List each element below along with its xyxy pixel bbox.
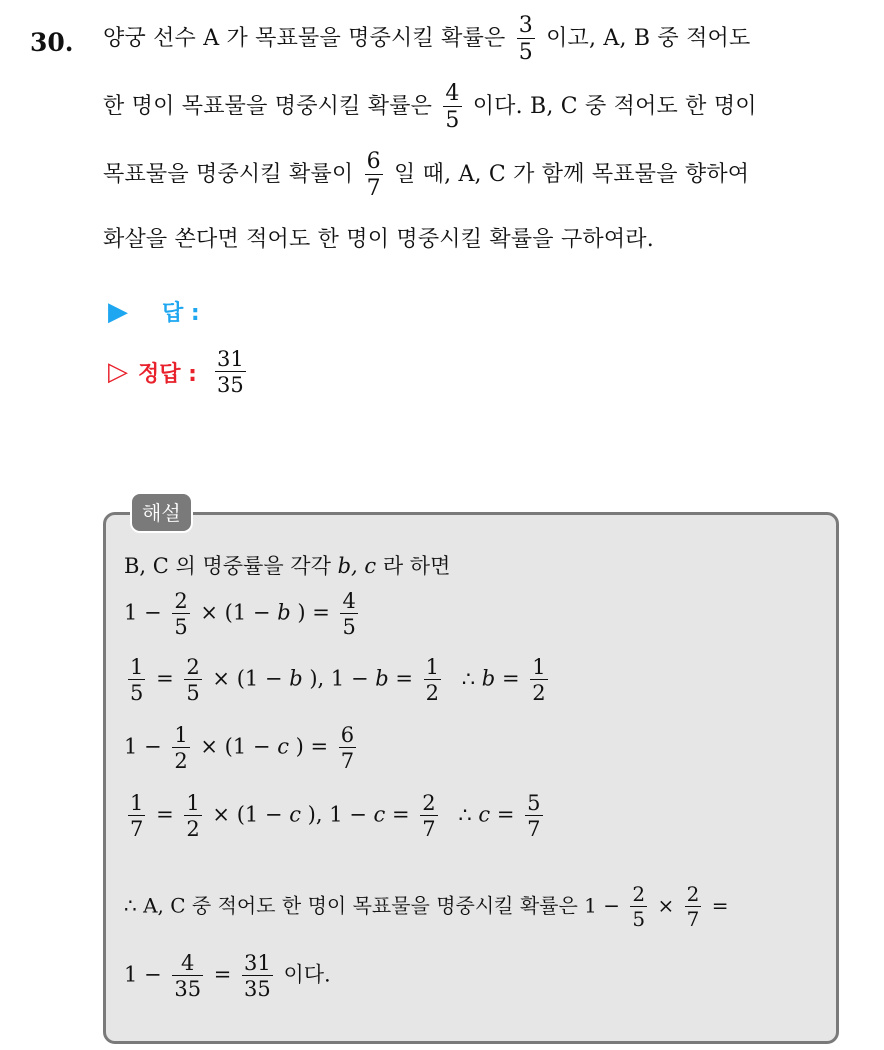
solution-line-5: $\frac{1}{7}$ = $\frac{1}{2}$ × (1 − c ), 1 − c = $\frac{2}{7}$ ∴ c = $\frac{5}{7}$: [130, 791, 541, 842]
outline-marker-icon: ▷: [108, 357, 128, 388]
fraction: $\frac{4}{5}$: [445, 81, 460, 134]
fraction: $\frac{1}{2}$: [186, 791, 200, 842]
solution-line-2: 1 − $\frac{2}{5}$ × (1 − b ) = $\frac{4}{5}$: [124, 589, 356, 640]
fraction: $\frac{31}{35}$: [244, 951, 271, 1002]
fraction: $\frac{3}{5}$: [518, 13, 533, 66]
question-line-3: 목표물을 명중시킬 확률이 $\frac{6}{7}$ 일 때, A, C 가 함께 목표물을 향하여: [103, 149, 750, 202]
correct-answer-fraction: $\frac{31}{35}$: [216, 347, 244, 398]
correct-answer-row: [108, 348, 250, 396]
question-line-4: 화살을 쏜다면 적어도 한 명이 명중시킬 확률을 구하여라.: [103, 227, 654, 252]
play-marker-icon: ▶: [108, 296, 128, 327]
solution-line-4: 1 − $\frac{1}{2}$ × (1 − c ) = $\frac{6}{7}$: [124, 723, 355, 774]
fraction: $\frac{2}{7}$: [422, 791, 436, 842]
fraction: $\frac{5}{7}$: [527, 791, 541, 842]
fraction: $\frac{1}{5}$: [130, 655, 144, 706]
question-number: 30.: [30, 28, 74, 57]
fraction: $\frac{4}{5}$: [342, 589, 356, 640]
fraction: $\frac{1}{2}$: [425, 655, 440, 706]
solution-line-6: ∴ A, C 중 적어도 한 명이 목표물을 명중시킬 확률은 1 − $\frac{2}{5}$ × $\frac{2}{7}$ =: [124, 882, 729, 931]
answer-label: 답 :: [162, 301, 200, 326]
fraction: $\frac{2}{7}$: [686, 882, 700, 931]
solution-line-7: 1 − $\frac{4}{35}$ = $\frac{31}{35}$ 이다.: [124, 951, 331, 1002]
fraction: $\frac{6}{7}$: [340, 723, 355, 774]
solution-tag: 해설: [130, 492, 193, 533]
fraction: $\frac{2}{5}$: [186, 655, 200, 706]
question-line-1: 양궁 선수 A 가 목표물을 명중시킬 확률은 $\frac{3}{5}$ 이고, A, B 중 적어도: [103, 13, 751, 66]
fraction: $\frac{1}{7}$: [130, 791, 144, 842]
fraction: $\frac{4}{35}$: [174, 951, 202, 1002]
question-line-2: 한 명이 목표물을 명중시킬 확률은 $\frac{4}{5}$ 이다. B, C 중 적어도 한 명이: [103, 81, 757, 134]
answer-row: [108, 296, 200, 327]
fraction: $\frac{6}{7}$: [366, 149, 381, 202]
fraction: $\frac{2}{5}$: [174, 589, 188, 640]
solution-line-3: $\frac{1}{5}$ = $\frac{2}{5}$ × (1 − b ), 1 − b = $\frac{1}{2}$ ∴ b = $\frac{1}{2}$: [130, 655, 546, 706]
fraction: $\frac{2}{5}$: [632, 882, 646, 931]
correct-answer-label: 정답 :: [138, 361, 197, 387]
fraction: $\frac{1}{2}$: [174, 723, 188, 774]
fraction: $\frac{1}{2}$: [532, 655, 546, 706]
solution-line-1: B, C 의 명중률을 각각 b, c 라 하면: [124, 554, 451, 578]
